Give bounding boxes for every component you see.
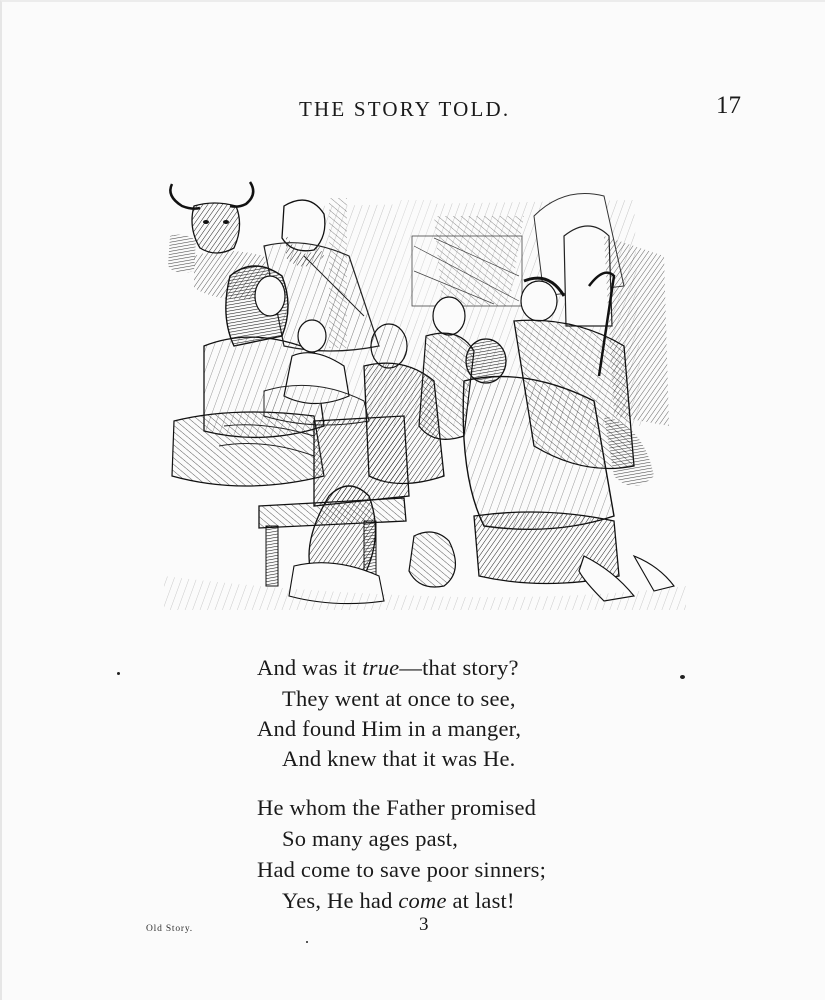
verse-line-5: He whom the Father promised [257, 795, 537, 820]
nativity-engraving [164, 176, 686, 610]
emphasis-true: true [362, 655, 400, 680]
verse-line-8: Yes, He had come at last! [282, 888, 515, 913]
emphasis-come: come [398, 888, 447, 913]
page-number: 17 [716, 92, 741, 119]
verse-line-7: Had come to save poor sinners; [257, 857, 547, 882]
verse-line-1: And was it true—that story? [257, 655, 519, 680]
signature-mark: Old Story. [146, 924, 193, 934]
verse-line-4: And knew that it was He. [282, 746, 516, 771]
print-speck [306, 941, 308, 943]
print-speck [117, 672, 120, 675]
print-speck [680, 675, 685, 679]
verse-line-3: And found Him in a manger, [257, 716, 522, 741]
running-title: THE STORY TOLD. [299, 97, 511, 121]
sheet-number: 3 [419, 914, 429, 935]
verse-line-2: They went at once to see, [282, 686, 516, 711]
verse-line-6: So many ages past, [282, 826, 459, 851]
